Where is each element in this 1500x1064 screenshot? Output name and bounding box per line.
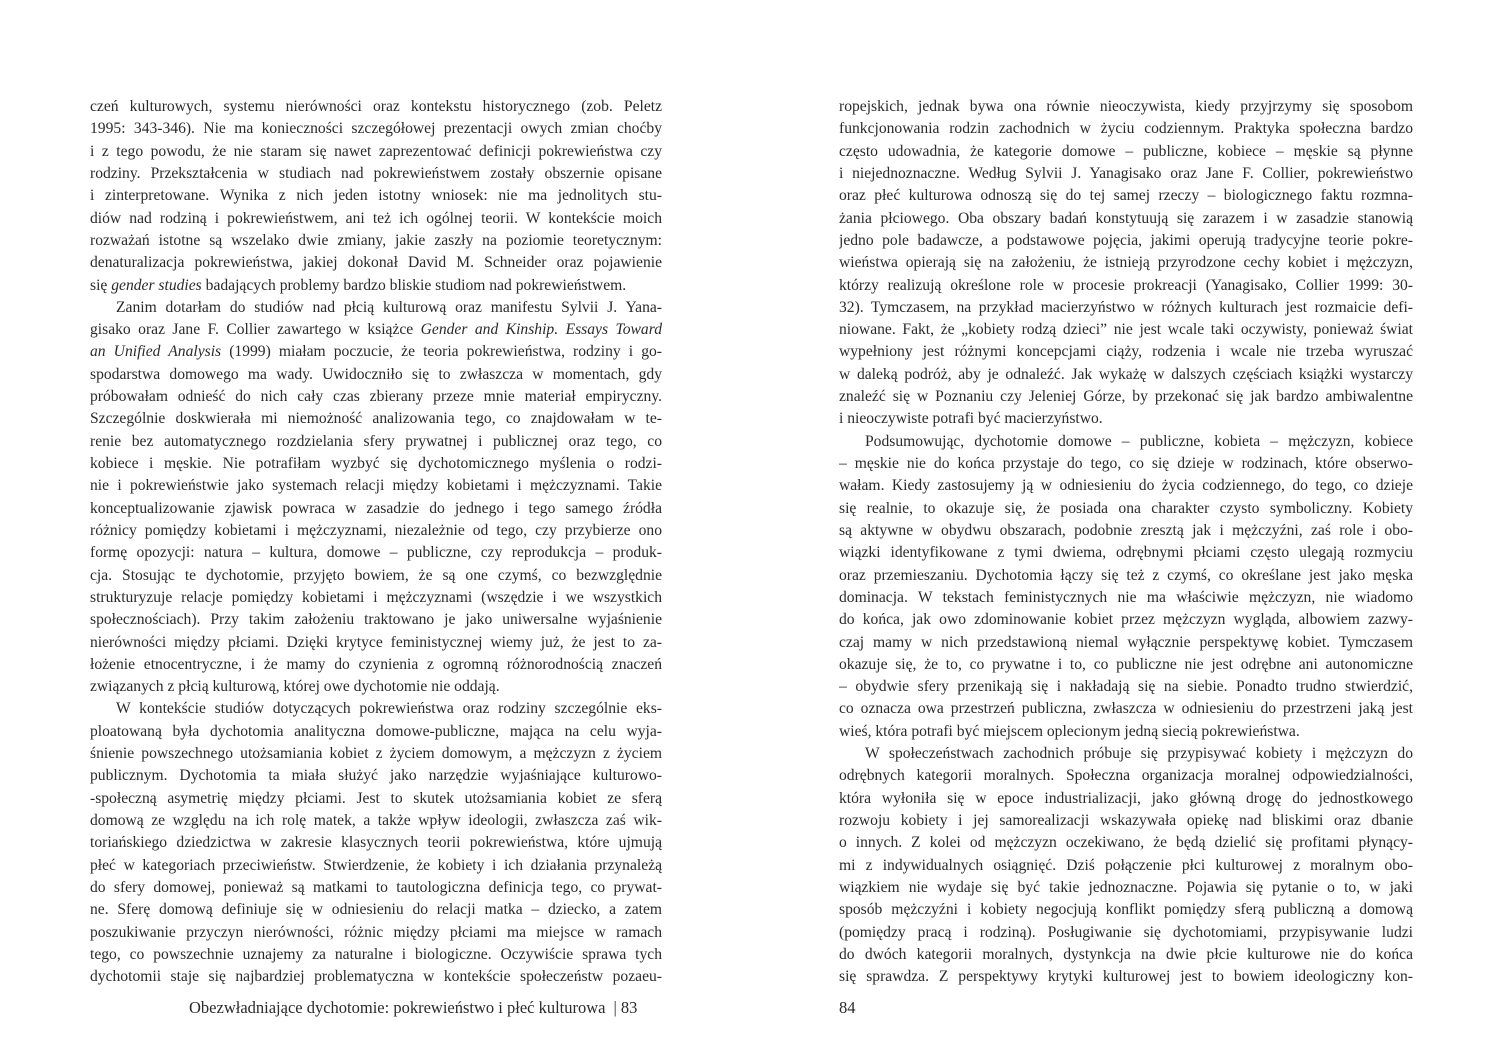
text-run: denaturalizacja pokrewieństwa, jakiej dokonał David M. Schneider oraz pojawienie bbox=[90, 254, 662, 272]
text-line bbox=[839, 877, 1413, 899]
text-run: znaleźć się w Poznaniu czy Jeleniej Górze, by przekonać się jak bardzo ambiwalentne bbox=[839, 388, 1413, 406]
text-run: wiązki identyfikowane z tymi dwiema, odrębnymi płciami często ulegają rozmyciu bbox=[839, 544, 1413, 562]
text-line bbox=[839, 341, 1413, 363]
text-line bbox=[839, 765, 1413, 787]
text-line bbox=[90, 498, 662, 520]
text-line bbox=[90, 855, 662, 877]
text-line bbox=[839, 141, 1413, 163]
page-number-left: 83 bbox=[620, 998, 638, 1017]
text-line bbox=[90, 721, 662, 743]
text-run: (pomiędzy pracą i rodziną). Posługiwanie się dychotomiami, przypisywanie ludzi bbox=[839, 923, 1413, 941]
text-run: dychotomii staje się najbardziej problematyczna w kontekście społeczeństw pozaeu- bbox=[90, 968, 662, 986]
text-run: wiązkiem nie wydaje się być takie jednoznaczne. Pojawia się pytanie o to, w jaki bbox=[839, 878, 1413, 896]
left-page bbox=[90, 96, 662, 989]
text-line bbox=[839, 453, 1413, 475]
text-run: która wyłoniła się w epoce industrializacji, jako główną drogę do jednostkowego bbox=[839, 789, 1413, 807]
text-run: ploatowaną była dychotomia analityczna domowe-publiczne, mająca na celu wyja- bbox=[90, 722, 662, 740]
text-run: – męskie nie do końca przystaje do tego, co się dzieje w rodzinach, które obserwo- bbox=[839, 455, 1413, 472]
text-line bbox=[90, 341, 662, 363]
text-line bbox=[90, 676, 662, 698]
text-run: oraz płeć kulturowa odnoszą się do tej samej rzeczy – biologicznego faktu rozmna- bbox=[839, 187, 1413, 205]
text-line bbox=[90, 944, 662, 966]
text-line bbox=[90, 96, 662, 118]
text-run: się sprawdza. Z perspektywy krytyki kulturowej jest to bowiem ideologiczny kon- bbox=[839, 968, 1413, 986]
text-line bbox=[839, 922, 1413, 944]
text-run: 32). Tymczasem, na przykład macierzyństwo w różnych kulturach jest rozmaicie defi- bbox=[839, 298, 1413, 316]
text-line bbox=[90, 364, 662, 386]
text-run: się realnie, to okazuje się, że posiada ona charakter czysto symboliczny. Kobiety bbox=[839, 499, 1413, 517]
text-run: do sfery domowej, ponieważ są matkami to tautologiczna definicja tego, co prywat- bbox=[90, 878, 662, 896]
text-line bbox=[839, 966, 1413, 988]
text-run: co oznacza owa przestrzeń publiczna, zwłaszcza w odniesieniu do przestrzeni jaką jest bbox=[839, 700, 1413, 718]
text-run: cja. Stosując te dychotomie, przyjęto bowiem, że są one czymś, co bezwzględnie bbox=[90, 566, 662, 584]
text-run: różnicy pomiędzy kobietami i mężczyznami, niezależnie od tego, czy przybierze ono bbox=[90, 521, 662, 539]
text-line bbox=[839, 408, 1413, 430]
text-run: -społeczną asymetrię między płciami. Jest to skutek utożsamiania kobiet ze sferą bbox=[90, 789, 662, 807]
text-run: 1995: 343-346). Nie ma konieczności szczegółowej prezentacji owych zmian choćby bbox=[90, 120, 662, 138]
text-line bbox=[90, 252, 662, 274]
text-line bbox=[839, 855, 1413, 877]
text-run: żania płciowego. Oba obszary badań konstytuują się zarazem i w zasadzie stanowią bbox=[839, 209, 1413, 227]
text-line bbox=[90, 587, 662, 609]
text-line bbox=[90, 431, 662, 453]
text-line bbox=[839, 386, 1413, 408]
text-run: którzy realizują określone role w procesie prokreacji (Yanagisako, Collier 1999: 30- bbox=[839, 276, 1413, 294]
text-line bbox=[839, 275, 1413, 297]
text-run: społecznościach). Przy takim założeniu traktowano je jako uniwersalne wyjaśnienie bbox=[90, 611, 662, 629]
italic-title: an Unified Analysis bbox=[90, 343, 222, 361]
text-run: renie bez automatycznego rozdzielania sfery prywatnej i publicznej oraz tego, co bbox=[90, 432, 662, 450]
text-run: ne. Sferę domową definiuje się w odniesieniu do relacji matka – dziecko, a zatem bbox=[90, 901, 662, 919]
text-line bbox=[839, 743, 1413, 765]
text-run: nierówności między płciami. Dzięki krytyce feministycznej wiemy już, że jest to za- bbox=[90, 633, 662, 651]
text-run: i niejednoznaczne. Według Sylvii J. Yanagisako oraz Jane F. Collier, pokrewieństwo bbox=[839, 164, 1413, 182]
text-run: Szczególnie doskwierała mi niemożność analizowania tego, co znajdowałam w te- bbox=[90, 410, 662, 428]
text-line bbox=[839, 118, 1413, 140]
text-run: płeć w kategoriach przeciwieństw. Stwierdzenie, że kobiety i ich działania przynależą bbox=[90, 856, 662, 874]
text-line bbox=[839, 788, 1413, 810]
text-line bbox=[839, 810, 1413, 832]
text-run: rodziny. Przekształcenia w studiach nad pokrewieństwem zostały obszernie opisane bbox=[90, 164, 662, 182]
text-line bbox=[90, 185, 662, 207]
text-run: dominacja. W tekstach feministycznych nie ma właściwie mężczyzn, nie wiadomo bbox=[839, 588, 1413, 606]
text-line bbox=[839, 297, 1413, 319]
text-line bbox=[90, 297, 662, 319]
text-run: się bbox=[90, 276, 112, 294]
text-run: (1999) miałam poczucie, że teoria pokrewieństwa, rodziny i go- bbox=[221, 343, 662, 361]
text-line bbox=[839, 721, 1413, 743]
text-line bbox=[90, 118, 662, 140]
text-line bbox=[90, 788, 662, 810]
italic-title: gender studies bbox=[111, 276, 202, 294]
text-line bbox=[839, 364, 1413, 386]
text-line bbox=[90, 141, 662, 163]
text-run: diów nad rodziną i pokrewieństwem, ani też ich ogólnej teorii. W kontekście moich bbox=[90, 209, 662, 227]
text-line bbox=[839, 832, 1413, 854]
text-run: W społeczeństwach zachodnich próbuje się przypisywać kobiety i mężczyzn do bbox=[865, 745, 1413, 763]
text-run: okazuje się, że to, co prywatne i to, co publiczne nie jest odrębne ani autonomiczne bbox=[839, 655, 1413, 673]
running-title: Obezwładniające dychotomie: pokrewieństwo i płeć kulturowa bbox=[189, 998, 606, 1017]
text-run: o innych. Z kolei od mężczyzn oczekiwano, że będą dzielić się profitami płynący- bbox=[839, 834, 1413, 852]
text-run: mi z indywidualnych osiągnięć. Dziś połączenie płci kulturowej z moralnym obo- bbox=[839, 856, 1413, 874]
text-line bbox=[839, 96, 1413, 118]
text-line bbox=[90, 609, 662, 631]
text-line bbox=[839, 252, 1413, 274]
left-page-body bbox=[90, 96, 662, 989]
text-line bbox=[839, 565, 1413, 587]
text-run: badających problemy bardzo bliskie studiom nad pokrewieństwem. bbox=[201, 276, 627, 294]
text-line bbox=[839, 899, 1413, 921]
text-run: wieś, która potrafi być miejscem oplecionym jedną siecią pokrewieństwa. bbox=[839, 722, 1300, 740]
text-run: niowane. Fakt, że „kobiety rodzą dzieci” nie jest wcale taki oczywisty, ponieważ świat bbox=[839, 321, 1413, 339]
text-line bbox=[90, 922, 662, 944]
text-line bbox=[90, 475, 662, 497]
text-line bbox=[90, 208, 662, 230]
text-run: i zinterpretowane. Wynika z nich jeden istotny wniosek: nie ma jednolitych stu- bbox=[90, 187, 662, 205]
text-run: publicznym. Dychotomia ta miała służyć jako narzędzie wyjaśniające kulturowo- bbox=[90, 767, 662, 785]
text-run: formę opozycji: natura – kultura, domowe – publiczne, czy reprodukcja – produk- bbox=[90, 544, 662, 562]
text-run: Podsumowując, dychotomie domowe – publiczne, kobieta – mężczyzn, kobiece bbox=[865, 432, 1413, 450]
text-run: czeń kulturowych, systemu nierówności oraz kontekstu historycznego (zob. Peletz bbox=[90, 98, 662, 115]
text-run: do dwóch kategorii moralnych, dystynkcja na dwie płcie kulturowe nie do końca bbox=[839, 945, 1413, 963]
text-run: konceptualizowanie zjawisk powraca w zasadzie do jednego i tego samego źródła bbox=[90, 499, 662, 517]
text-line bbox=[90, 453, 662, 475]
text-run: – obydwie sfery przenikają się i nakładają się na siebie. Ponadto trudno stwierdzić, bbox=[839, 678, 1413, 696]
text-run: jedno pole badawcze, a podstawowe pojęcia, jakimi operują tradycyjne teorie pokre- bbox=[839, 231, 1413, 249]
text-run: sposób mężczyźni i kobiety negocjują konflikt pomiędzy sferą publiczną a domową bbox=[839, 901, 1413, 919]
text-run: kobiece i męskie. Nie potrafiłam wyzbyć się dychotomicznego myślenia o rodzi- bbox=[90, 455, 662, 472]
text-run: są aktywne w obydwu obszarach, podobnie zresztą jak i mężczyźni, zaś role i obo- bbox=[839, 521, 1413, 539]
text-line bbox=[839, 654, 1413, 676]
text-line bbox=[90, 230, 662, 252]
text-line bbox=[839, 230, 1413, 252]
italic-title: Gender and Kinship. Essays Toward bbox=[420, 321, 662, 339]
text-line bbox=[90, 765, 662, 787]
text-line bbox=[839, 587, 1413, 609]
text-line bbox=[90, 275, 662, 297]
right-page-body bbox=[839, 96, 1413, 989]
text-run: wałam. Kiedy zastosujemy ją w odniesieniu do życia codziennego, do tego, co dzieje bbox=[839, 477, 1413, 495]
text-line bbox=[90, 877, 662, 899]
text-run: czaj mamy w nich przedstawioną niemal wyłącznie perspektywę kobiet. Tymczasem bbox=[839, 633, 1413, 651]
page-number-right: 84 bbox=[839, 998, 856, 1017]
text-line bbox=[839, 609, 1413, 631]
text-line bbox=[90, 654, 662, 676]
text-line bbox=[90, 386, 662, 408]
text-line bbox=[839, 319, 1413, 341]
text-run: odrębnych kategorii moralnych. Społeczna organizacja moralnej odpowiedzialności, bbox=[839, 767, 1413, 785]
text-run: wypełniony jest różnymi koncepcjami ciąży, rodzenia i wcale nie trzeba wyruszać bbox=[839, 343, 1413, 361]
text-run: śnienie powszechnego utożsamiania kobiet z życiem domowym, a mężczyzn z życiem bbox=[90, 745, 662, 763]
text-run: W kontekście studiów dotyczących pokrewieństwa oraz rodziny szczególnie eks- bbox=[116, 700, 662, 718]
text-line bbox=[839, 163, 1413, 185]
text-line bbox=[90, 899, 662, 921]
right-page bbox=[839, 96, 1413, 989]
right-running-footer bbox=[839, 996, 856, 1020]
text-line bbox=[839, 698, 1413, 720]
text-line bbox=[839, 676, 1413, 698]
text-run: spodarstwa domowego ma wady. Uwidoczniło się to zwłaszcza w momentach, gdy bbox=[90, 365, 662, 383]
text-run: i nieoczywiste potrafi być macierzyństwo. bbox=[839, 410, 1103, 428]
text-run: łożenie etnocentryczne, i że mamy do czynienia z ogromną różnorodnością znaczeń bbox=[90, 655, 662, 673]
text-run: poszukiwanie przyczyn nierówności, różnic między płciami ma miejsce w ramach bbox=[90, 923, 662, 941]
text-run: rozważań istotne są wszelako dwie zmiany, jakie zaszły na poziomie teoretycznym: bbox=[90, 231, 662, 249]
text-run: strukturyzuje relacje pomiędzy kobietami i mężczyznami (wszędzie i we wszystkich bbox=[90, 588, 662, 606]
text-line bbox=[90, 163, 662, 185]
text-line bbox=[839, 542, 1413, 564]
text-run: rozwoju kobiety i jej samorealizacji wskazywała opiekę nad bliskimi oraz dbanie bbox=[839, 812, 1413, 829]
text-line bbox=[90, 319, 662, 341]
text-run: oraz przemieszaniu. Dychotomia łączy się też z czymś, co określane jest jako męska bbox=[839, 566, 1413, 584]
text-run: tego, co powszechnie uznajemy za naturalne i biologiczne. Oczywiście sprawa tych bbox=[90, 945, 662, 963]
text-line bbox=[839, 208, 1413, 230]
text-line bbox=[90, 832, 662, 854]
text-line bbox=[90, 743, 662, 765]
text-run: i z tego powodu, że nie staram się nawet zaprezentować definicji pokrewieństwa czy bbox=[90, 142, 662, 160]
text-run: do końca, jak owo zdominowanie kobiet przez mężczyzn wygląda, albowiem zazwy- bbox=[839, 611, 1413, 629]
text-line bbox=[90, 542, 662, 564]
text-run: związanych z płcią kulturową, której owe dychotomie nie oddają. bbox=[90, 678, 500, 696]
text-line bbox=[839, 431, 1413, 453]
text-run: ropejskich, jednak bywa ona równie nieoczywista, kiedy przyjrzymy się sposobom bbox=[839, 98, 1413, 115]
text-run: funkcjonowania rodzin zachodnich w życiu codziennym. Praktyka społeczna bardzo bbox=[839, 120, 1413, 138]
text-line bbox=[90, 565, 662, 587]
text-line bbox=[90, 520, 662, 542]
text-line bbox=[90, 632, 662, 654]
text-run: Zanim dotarłam do studiów nad płcią kulturową oraz manifestu Sylvii J. Yana- bbox=[116, 298, 662, 316]
text-run: próbowałam odnieść do nich cały czas zbierany przeze mnie materiał empiryczny. bbox=[90, 388, 662, 406]
left-running-footer bbox=[189, 996, 637, 1020]
text-line bbox=[839, 520, 1413, 542]
text-run: wieństwa opierają się na założeniu, że istnieją przyrodzone cechy kobiet i mężczyzn, bbox=[839, 254, 1413, 272]
text-run: gisako oraz Jane F. Collier zawartego w książce bbox=[90, 321, 421, 339]
text-line bbox=[839, 475, 1413, 497]
footer-separator: | bbox=[613, 998, 617, 1017]
text-line bbox=[839, 498, 1413, 520]
text-line bbox=[839, 185, 1413, 207]
text-line bbox=[839, 632, 1413, 654]
text-line bbox=[839, 944, 1413, 966]
text-run: często udowadnia, że kategorie domowe – publiczne, kobiece – męskie są płynne bbox=[839, 142, 1413, 160]
text-line bbox=[90, 810, 662, 832]
text-run: domową ze względu na ich rolę matek, a także wpływ ideologii, zwłaszcza zaś wik- bbox=[90, 812, 662, 829]
text-line bbox=[90, 698, 662, 720]
text-run: w daleką podróż, aby je odnaleźć. Jak wykażę w dalszych częściach książki wystarczy bbox=[839, 365, 1413, 383]
text-run: toriańskiego dziedzictwa w zakresie klasycznych teorii pokrewieństwa, które ujmują bbox=[90, 834, 662, 852]
text-run: nie i pokrewieństwie jako systemach relacji między kobietami i mężczyznami. Takie bbox=[90, 477, 662, 495]
text-line bbox=[90, 408, 662, 430]
text-line bbox=[90, 966, 662, 988]
